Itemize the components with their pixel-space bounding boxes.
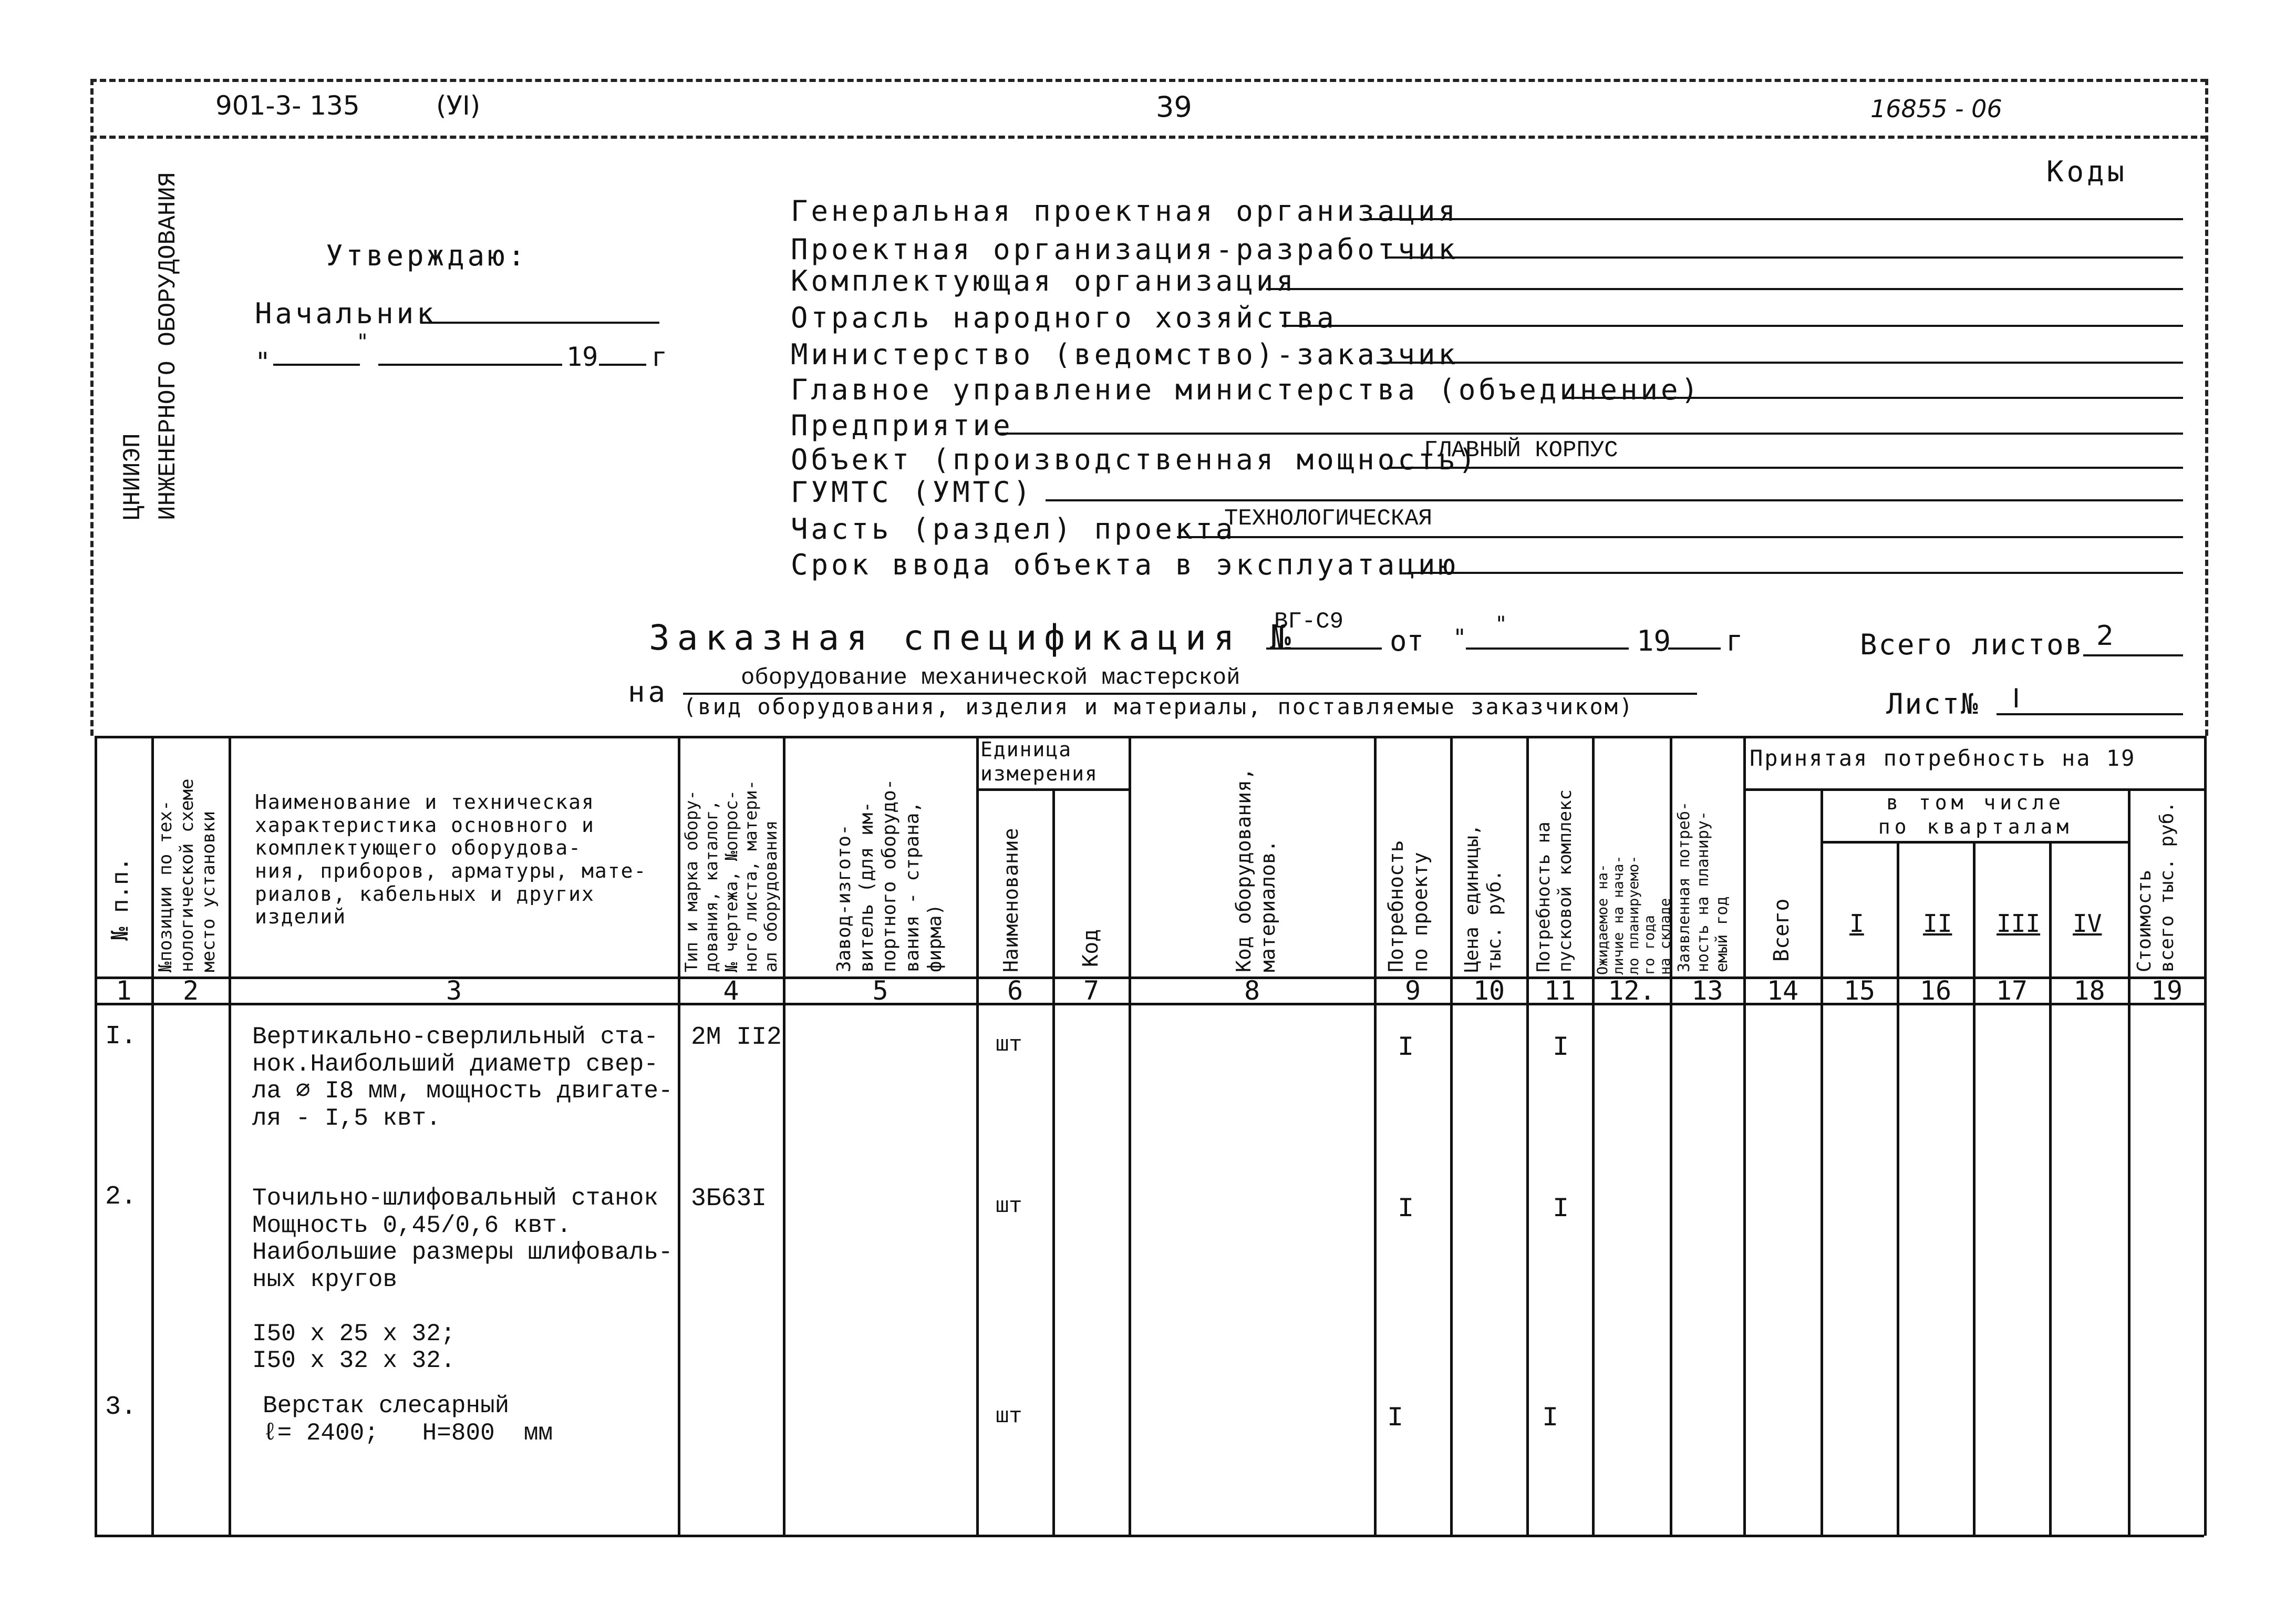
field-project-part-label: Часть (раздел) проекта [791, 512, 1236, 546]
column-number: 11 [1544, 975, 1576, 1006]
sheet-label: Лист№ [1886, 687, 1980, 721]
column-number: 8 [1244, 975, 1260, 1006]
row-number: 3. [105, 1392, 137, 1422]
header-total: Всего [1770, 898, 1794, 962]
header-quarters-group: в том числе по кварталам [1878, 791, 2073, 838]
row-number: 2. [105, 1182, 137, 1212]
row-unit: шт [996, 1404, 1022, 1429]
row-startup-need: I [1542, 1403, 1559, 1434]
header-unit-name: Наименование [999, 828, 1022, 972]
field-supply-org-label: Комплектующая организация [791, 264, 1297, 297]
field-object-label: Объект (производственная мощность) [791, 443, 1479, 476]
column-number: 5 [872, 975, 888, 1006]
total-sheets-value: 2 [2096, 620, 2114, 652]
column-number: 2 [182, 975, 199, 1006]
row-unit: шт [996, 1032, 1022, 1057]
header-accepted-group: Принятая потребность на 19 [1750, 745, 2136, 771]
field-gumts-label: ГУМТС (УМТС) [791, 476, 1034, 509]
field-main-dept-label: Главное управление министерства (объединение) [791, 373, 1701, 406]
header-unit-code: Код [1079, 929, 1103, 967]
side-stamp [116, 172, 185, 520]
field-project-part-value: ТЕХНОЛОГИЧЕСКАЯ [1224, 506, 1433, 532]
column-number: 9 [1404, 975, 1421, 1006]
total-sheets-label: Всего листов [1860, 628, 2084, 661]
inventory-number: 16855 - 06 [1870, 95, 2002, 123]
spec-quote-close: " [1495, 612, 1508, 636]
date-close-quote: " [356, 330, 369, 354]
column-number: 16 [1919, 975, 1952, 1006]
column-number: 10 [1473, 975, 1505, 1006]
date-open-quote: " [255, 347, 271, 377]
row-item-name: Верстак слесарный ℓ= 2400; Н=800 мм [263, 1392, 553, 1447]
album-number: (УI) [436, 90, 481, 121]
field-developer-org-label: Проектная организация-разработчик [791, 233, 1459, 266]
row-number: I. [105, 1022, 137, 1052]
spec-on-value: оборудование механической мастерской [741, 665, 1240, 691]
spec-on-hint: (вид оборудования, изделия и материалы, поставляемые заказчиком) [683, 694, 1635, 719]
header-quarter-2: II [1923, 909, 1952, 938]
row-project-need: I [1398, 1032, 1414, 1063]
column-number: 3 [446, 975, 462, 1006]
header-name: Наименование и техническая характеристика основного и комплектующего оборудова- ния, приборов, арматуры, мате- риалов, кабельных и других изделий [255, 790, 647, 929]
header-row-number: № п.п. [107, 857, 133, 941]
header-quarter-1: I [1849, 909, 1864, 938]
row-project-need: I [1398, 1194, 1414, 1225]
field-object-value: ГЛАВНЫЙ КОРПУС [1424, 437, 1618, 464]
spec-title: Заказная спецификация № [649, 618, 1298, 658]
column-number: 14 [1766, 975, 1799, 1006]
header-unit-price: Цена единицы, тыс. руб. [1461, 824, 1506, 972]
header-expected-stock: Ожидаемое на- личие на нача- ло планируемо- го года на складе [1595, 855, 1673, 975]
column-number: 7 [1083, 975, 1100, 1006]
approval-year: 19 [566, 342, 598, 372]
header-manufacturer: Завод-изгото- витель (для им- портного оборудо- вания - страна, фирма) [833, 778, 946, 972]
header-unit-group: Единица измерения [980, 738, 1098, 786]
header-project-need: Потребность по проекту [1384, 840, 1432, 972]
column-number: 17 [1995, 975, 2028, 1006]
field-general-org-label: Генеральная проектная организация [791, 194, 1459, 228]
column-number: 6 [1007, 975, 1023, 1006]
header-startup-need: Потребность на пусковой комплекс [1533, 789, 1576, 972]
row-startup-need: I [1553, 1032, 1569, 1063]
spec-quote-open: " [1453, 624, 1467, 651]
header-cost: Стоимость всего тыс. руб. [2134, 801, 2178, 972]
row-item-name: Точильно-шлифовальный станок Мощность 0,45/0,6 квт. Наибольшие размеры шлифоваль- ных кругов I50 х 25 х 32; I50 х 32 х 32. [252, 1185, 673, 1375]
spec-year-suffix: г [1726, 624, 1743, 657]
row-item-type: 3Б63I [691, 1185, 767, 1213]
column-number: 13 [1691, 975, 1723, 1006]
field-enterprise-label: Предприятие [791, 409, 1013, 442]
column-number: 1 [116, 975, 132, 1006]
spec-on-label: на [628, 675, 669, 708]
page-number: 39 [1156, 90, 1192, 124]
row-project-need: I [1387, 1403, 1404, 1434]
field-industry-label: Отрасль народного хозяйства [791, 301, 1337, 334]
spec-number: ВГ-С9 [1274, 609, 1344, 635]
document-code: 901-3- 135 [215, 90, 360, 121]
side-stamp-org: ЦНИИЭП [119, 433, 147, 520]
row-item-type: 2М II2 [691, 1023, 782, 1052]
header-equipment-code: Код оборудования, материалов. [1232, 768, 1279, 972]
header-quarter-3: III [1997, 909, 2041, 938]
column-number: 15 [1843, 975, 1876, 1006]
header-quarter-4: IV [2073, 909, 2102, 938]
spec-from-label: от [1390, 624, 1424, 657]
side-stamp-dept: ИНЖЕНЕРНОГО ОБОРУДОВАНИЯ [154, 172, 182, 520]
sheet-number: I [2012, 683, 2020, 714]
column-number: 4 [723, 975, 739, 1006]
header-declared-need: Заявленная потреб- ность на планиру- емый год [1675, 801, 1731, 972]
row-item-name: Вертикально-сверлильный ста- нок.Наибольший диаметр свер- ла ∅ I8 мм, мощность двигате- ля - I,5 квт. [252, 1023, 673, 1132]
approve-label: Утверждаю: [326, 239, 529, 272]
row-startup-need: I [1553, 1194, 1569, 1225]
header-type: Тип и марка обору- дования, каталог, № чертежа, №опрос- ного листа, матери- ал оборудования [681, 779, 781, 972]
column-number: 18 [2073, 975, 2105, 1006]
header-position: №позиции по тех- нологической схеме место установки [155, 778, 219, 972]
column-number: 12. [1608, 975, 1656, 1006]
field-commissioning-label: Срок ввода объекта в эксплуатацию [791, 548, 1459, 581]
codes-label: Коды [2046, 155, 2128, 188]
spec-year: 19 [1637, 624, 1671, 657]
approval-year-suffix: г [651, 342, 668, 372]
chief-label: Начальник [255, 297, 437, 330]
row-unit: шт [996, 1194, 1022, 1219]
column-number: 19 [2150, 975, 2183, 1006]
field-ministry-label: Министерство (ведомство)-заказчик [791, 338, 1459, 371]
